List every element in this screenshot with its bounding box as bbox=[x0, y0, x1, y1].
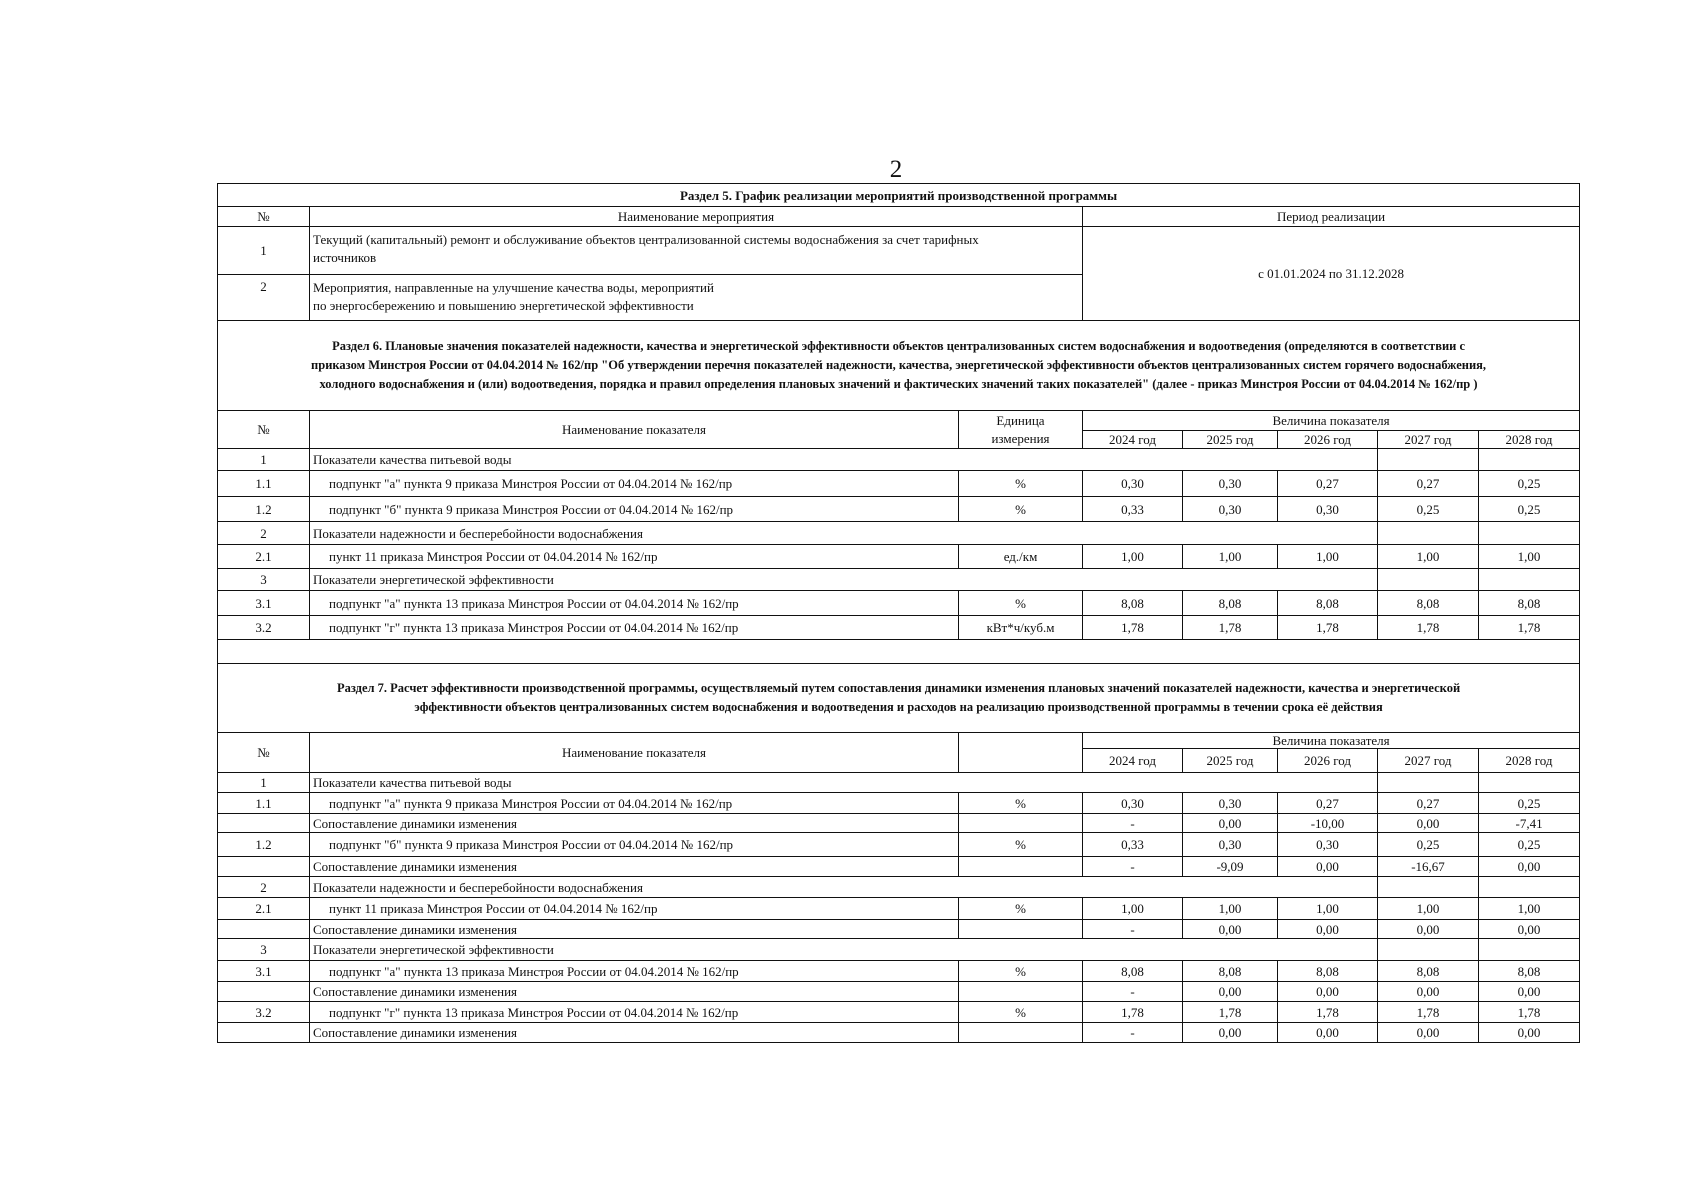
value-2024-cell: 0,33 bbox=[1083, 497, 1183, 522]
row-number: 3 bbox=[218, 569, 310, 591]
value-2024-cell: - bbox=[1083, 857, 1183, 877]
unit-cell: % bbox=[959, 591, 1083, 616]
value-2027-cell: 1,00 bbox=[1378, 898, 1479, 920]
activity-name bbox=[310, 275, 1083, 321]
group-heading: Показатели энергетической эффективности bbox=[310, 939, 1378, 961]
table-row bbox=[218, 898, 1580, 920]
section-5-title: Раздел 5. График реализации мероприятий производственной программы bbox=[218, 184, 1580, 207]
value-2027-cell: 0,27 bbox=[1378, 471, 1479, 497]
indicator-name: пункт 11 приказа Минстроя России от 04.04.2014 № 162/пр bbox=[310, 545, 959, 569]
header-year-2027: 2027 год bbox=[1378, 431, 1479, 449]
header-unit-line: измерения bbox=[991, 430, 1050, 446]
header-indicator-name: Наименование показателя bbox=[310, 733, 959, 773]
value-2026-cell: -10,00 bbox=[1278, 814, 1378, 833]
value-2024-cell: 1,00 bbox=[1083, 545, 1183, 569]
value-2027-cell: 8,08 bbox=[1378, 591, 1479, 616]
indicator-name: пункт 11 приказа Минстроя России от 04.04.2014 № 162/пр bbox=[310, 898, 959, 920]
empty-cell bbox=[1479, 773, 1580, 793]
value-2028-cell: 0,25 bbox=[1479, 471, 1580, 497]
header-year-2024: 2024 год bbox=[1083, 431, 1183, 449]
value-2025-cell: 0,30 bbox=[1183, 833, 1278, 857]
activity-name-line: источников bbox=[313, 250, 377, 265]
comparison-label: Сопоставление динамики изменения bbox=[310, 1023, 959, 1043]
header-year-2025: 2025 год bbox=[1183, 431, 1278, 449]
empty-cell bbox=[218, 982, 310, 1002]
comparison-row bbox=[218, 814, 1580, 833]
row-number: 1.1 bbox=[218, 793, 310, 814]
value-2026-cell: 1,00 bbox=[1278, 898, 1378, 920]
empty-cell bbox=[1378, 449, 1479, 471]
value-2024-cell: - bbox=[1083, 814, 1183, 833]
header-unit-empty bbox=[959, 733, 1083, 773]
empty-cell bbox=[959, 920, 1083, 939]
table-row bbox=[218, 497, 1580, 522]
header-number: № bbox=[218, 411, 310, 449]
comparison-row bbox=[218, 1023, 1580, 1043]
empty-cell bbox=[959, 1023, 1083, 1043]
table-row bbox=[218, 449, 1580, 471]
value-2028-cell: 0,25 bbox=[1479, 497, 1580, 522]
row-number: 2.1 bbox=[218, 898, 310, 920]
value-2026-cell: 0,00 bbox=[1278, 920, 1378, 939]
section-7-title-line: эффективности объектов централизованных систем водоснабжения и водоотведения и расходов на реализацию производственной программы в течении срока её действия bbox=[414, 700, 1383, 714]
value-2026-cell: 0,30 bbox=[1278, 497, 1378, 522]
empty-cell bbox=[1479, 522, 1580, 545]
value-2025-cell: 0,00 bbox=[1183, 920, 1278, 939]
row-number: 3 bbox=[218, 939, 310, 961]
section-6-title-row bbox=[218, 321, 1580, 411]
indicator-name: подпункт "г" пункта 13 приказа Минстроя России от 04.04.2014 № 162/пр bbox=[310, 616, 959, 640]
group-heading: Показатели качества питьевой воды bbox=[310, 773, 1378, 793]
indicator-name: подпункт "б" пункта 9 приказа Минстроя России от 04.04.2014 № 162/пр bbox=[310, 833, 959, 857]
indicator-name: подпункт "а" пункта 13 приказа Минстроя России от 04.04.2014 № 162/пр bbox=[310, 591, 959, 616]
value-2027-cell: 0,25 bbox=[1378, 497, 1479, 522]
value-2025-cell: 1,00 bbox=[1183, 545, 1278, 569]
value-2024-cell: 1,00 bbox=[1083, 898, 1183, 920]
row-number: 1.2 bbox=[218, 833, 310, 857]
section-6-title bbox=[218, 321, 1580, 411]
value-2027-cell: 0,00 bbox=[1378, 814, 1479, 833]
comparison-label: Сопоставление динамики изменения bbox=[310, 857, 959, 877]
section-6-title-line: приказом Минстроя России от 04.04.2014 № 162/пр "Об утверждении перечня показателей надежности, качества, энергетической эффективности объектов централизованных систем горячего водоснабжения, bbox=[311, 358, 1487, 372]
value-2025-cell: 1,00 bbox=[1183, 898, 1278, 920]
section-6-title-line: холодного водоснабжения и (или) водоотведения, порядка и правил определения плановых значений и фактических значений таких показателей" (далее - приказ Минстроя России от 04.04.2014 № 162/пр ) bbox=[319, 377, 1478, 391]
value-2025-cell: 0,00 bbox=[1183, 982, 1278, 1002]
section-5-header-row bbox=[218, 207, 1580, 227]
value-2024-cell: - bbox=[1083, 920, 1183, 939]
group-heading: Показатели надежности и бесперебойности водоснабжения bbox=[310, 522, 1378, 545]
value-2027-cell: 1,78 bbox=[1378, 616, 1479, 640]
indicator-name: подпункт "г" пункта 13 приказа Минстроя России от 04.04.2014 № 162/пр bbox=[310, 1002, 959, 1023]
empty-cell bbox=[1479, 449, 1580, 471]
production-program-table bbox=[217, 183, 1580, 1043]
header-indicator-name: Наименование показателя bbox=[310, 411, 959, 449]
unit-cell: % bbox=[959, 497, 1083, 522]
value-2028-cell: 0,00 bbox=[1479, 982, 1580, 1002]
header-activity-name: Наименование мероприятия bbox=[310, 207, 1083, 227]
row-number: 3.2 bbox=[218, 616, 310, 640]
header-value-group: Величина показателя bbox=[1083, 733, 1580, 749]
section-7-title bbox=[218, 664, 1580, 733]
value-2025-cell: 0,30 bbox=[1183, 497, 1278, 522]
table-row bbox=[218, 793, 1580, 814]
empty-cell bbox=[1479, 939, 1580, 961]
header-year-2025: 2025 год bbox=[1183, 749, 1278, 773]
value-2028-cell: -7,41 bbox=[1479, 814, 1580, 833]
value-2026-cell: 0,00 bbox=[1278, 857, 1378, 877]
table-row bbox=[218, 545, 1580, 569]
activity-name-line: по энергосбережению и повышению энергетической эффективности bbox=[313, 298, 694, 313]
row-number: 3.1 bbox=[218, 961, 310, 982]
group-heading: Показатели надежности и бесперебойности водоснабжения bbox=[310, 877, 1378, 898]
row-number: 1.1 bbox=[218, 471, 310, 497]
value-2026-cell: 8,08 bbox=[1278, 961, 1378, 982]
header-unit-line: Единица bbox=[996, 412, 1045, 428]
value-2026-cell: 0,00 bbox=[1278, 982, 1378, 1002]
row-number: 3.1 bbox=[218, 591, 310, 616]
header-number: № bbox=[218, 207, 310, 227]
spacer-row bbox=[218, 640, 1580, 664]
empty-cell bbox=[1479, 569, 1580, 591]
empty-cell bbox=[218, 1023, 310, 1043]
value-2025-cell: 1,78 bbox=[1183, 1002, 1278, 1023]
header-unit bbox=[959, 411, 1083, 449]
value-2027-cell: -16,67 bbox=[1378, 857, 1479, 877]
unit-cell: % bbox=[959, 898, 1083, 920]
table-row bbox=[218, 773, 1580, 793]
empty-cell bbox=[959, 814, 1083, 833]
row-number: 2 bbox=[218, 877, 310, 898]
value-2027-cell: 0,00 bbox=[1378, 920, 1479, 939]
value-2025-cell: -9,09 bbox=[1183, 857, 1278, 877]
empty-cell bbox=[1378, 522, 1479, 545]
value-2025-cell: 1,78 bbox=[1183, 616, 1278, 640]
table-row bbox=[218, 227, 1580, 275]
value-2026-cell: 1,78 bbox=[1278, 1002, 1378, 1023]
row-number: 1 bbox=[218, 773, 310, 793]
empty-cell bbox=[218, 920, 310, 939]
value-2025-cell: 0,00 bbox=[1183, 814, 1278, 833]
table-row bbox=[218, 961, 1580, 982]
value-2026-cell: 1,78 bbox=[1278, 616, 1378, 640]
row-number: 1.2 bbox=[218, 497, 310, 522]
empty-cell bbox=[218, 640, 1580, 664]
row-number: 2.1 bbox=[218, 545, 310, 569]
value-2024-cell: 0,33 bbox=[1083, 833, 1183, 857]
value-2027-cell: 8,08 bbox=[1378, 961, 1479, 982]
empty-cell bbox=[1378, 939, 1479, 961]
value-2025-cell: 8,08 bbox=[1183, 591, 1278, 616]
value-2024-cell: - bbox=[1083, 1023, 1183, 1043]
value-2024-cell: - bbox=[1083, 982, 1183, 1002]
indicator-name: подпункт "а" пункта 9 приказа Минстроя России от 04.04.2014 № 162/пр bbox=[310, 793, 959, 814]
value-2028-cell: 1,00 bbox=[1479, 898, 1580, 920]
section-7-title-line: Раздел 7. Расчет эффективности производственной программы, осуществляемый путем сопоставления динамики изменения плановых значений показателей надежности, качества и энергетической bbox=[336, 681, 1461, 695]
header-year-2027: 2027 год bbox=[1378, 749, 1479, 773]
empty-cell bbox=[959, 857, 1083, 877]
header-period: Период реализации bbox=[1083, 207, 1580, 227]
indicator-name: подпункт "а" пункта 9 приказа Минстроя России от 04.04.2014 № 162/пр bbox=[310, 471, 959, 497]
section-5-title-row bbox=[218, 184, 1580, 207]
value-2026-cell: 0,30 bbox=[1278, 833, 1378, 857]
value-2026-cell: 0,27 bbox=[1278, 471, 1378, 497]
table-row bbox=[218, 833, 1580, 857]
unit-cell: % bbox=[959, 961, 1083, 982]
group-heading: Показатели качества питьевой воды bbox=[310, 449, 1378, 471]
comparison-label: Сопоставление динамики изменения bbox=[310, 814, 959, 833]
value-2026-cell: 0,27 bbox=[1278, 793, 1378, 814]
value-2027-cell: 0,27 bbox=[1378, 793, 1479, 814]
row-number: 2 bbox=[218, 522, 310, 545]
section-6-header-row bbox=[218, 411, 1580, 431]
value-2027-cell: 1,00 bbox=[1378, 545, 1479, 569]
comparison-row bbox=[218, 857, 1580, 877]
value-2028-cell: 0,00 bbox=[1479, 857, 1580, 877]
value-2028-cell: 0,25 bbox=[1479, 833, 1580, 857]
value-2026-cell: 1,00 bbox=[1278, 545, 1378, 569]
activity-name-line: Мероприятия, направленные на улучшение качества воды, мероприятий bbox=[313, 280, 714, 295]
activity-name-line: Текущий (капитальный) ремонт и обслуживание объектов централизованной системы водоснабжения за счет тарифных bbox=[313, 232, 979, 247]
value-2025-cell: 0,00 bbox=[1183, 1023, 1278, 1043]
value-2028-cell: 1,78 bbox=[1479, 1002, 1580, 1023]
value-2026-cell: 0,00 bbox=[1278, 1023, 1378, 1043]
comparison-row bbox=[218, 982, 1580, 1002]
table-row bbox=[218, 522, 1580, 545]
value-2025-cell: 0,30 bbox=[1183, 471, 1278, 497]
value-2027-cell: 1,78 bbox=[1378, 1002, 1479, 1023]
header-year-2024: 2024 год bbox=[1083, 749, 1183, 773]
unit-cell: % bbox=[959, 471, 1083, 497]
table-row bbox=[218, 1002, 1580, 1023]
header-value-group: Величина показателя bbox=[1083, 411, 1580, 431]
group-heading: Показатели энергетической эффективности bbox=[310, 569, 1378, 591]
unit-cell: % bbox=[959, 793, 1083, 814]
table-row bbox=[218, 569, 1580, 591]
value-2024-cell: 0,30 bbox=[1083, 471, 1183, 497]
indicator-name: подпункт "а" пункта 13 приказа Минстроя России от 04.04.2014 № 162/пр bbox=[310, 961, 959, 982]
value-2024-cell: 1,78 bbox=[1083, 1002, 1183, 1023]
row-number: 1 bbox=[218, 227, 310, 275]
unit-cell: ед./км bbox=[959, 545, 1083, 569]
unit-cell: % bbox=[959, 833, 1083, 857]
value-2024-cell: 0,30 bbox=[1083, 793, 1183, 814]
table-row bbox=[218, 591, 1580, 616]
table-row bbox=[218, 939, 1580, 961]
value-2027-cell: 0,25 bbox=[1378, 833, 1479, 857]
value-2024-cell: 1,78 bbox=[1083, 616, 1183, 640]
indicator-name: подпункт "б" пункта 9 приказа Минстроя России от 04.04.2014 № 162/пр bbox=[310, 497, 959, 522]
value-2025-cell: 8,08 bbox=[1183, 961, 1278, 982]
value-2028-cell: 8,08 bbox=[1479, 591, 1580, 616]
empty-cell bbox=[1378, 773, 1479, 793]
implementation-period: с 01.01.2024 по 31.12.2028 bbox=[1083, 227, 1580, 321]
value-2025-cell: 0,30 bbox=[1183, 793, 1278, 814]
header-year-2026: 2026 год bbox=[1278, 431, 1378, 449]
empty-cell bbox=[1378, 569, 1479, 591]
value-2028-cell: 1,78 bbox=[1479, 616, 1580, 640]
empty-cell bbox=[218, 814, 310, 833]
empty-cell bbox=[959, 982, 1083, 1002]
value-2027-cell: 0,00 bbox=[1378, 1023, 1479, 1043]
empty-cell bbox=[1479, 877, 1580, 898]
value-2024-cell: 8,08 bbox=[1083, 591, 1183, 616]
value-2028-cell: 8,08 bbox=[1479, 961, 1580, 982]
row-number: 1 bbox=[218, 449, 310, 471]
value-2028-cell: 0,00 bbox=[1479, 1023, 1580, 1043]
comparison-label: Сопоставление динамики изменения bbox=[310, 982, 959, 1002]
header-year-2028: 2028 год bbox=[1479, 431, 1580, 449]
unit-cell: % bbox=[959, 1002, 1083, 1023]
row-number: 2 bbox=[218, 275, 310, 321]
unit-cell: кВт*ч/куб.м bbox=[959, 616, 1083, 640]
section-7-title-row bbox=[218, 664, 1580, 733]
comparison-label: Сопоставление динамики изменения bbox=[310, 920, 959, 939]
section-6-title-line: Раздел 6. Плановые значения показателей надежности, качества и энергетической эффективности объектов централизованных систем водоснабжения и водоотведения (определяются в соответствии с bbox=[332, 339, 1466, 353]
table-row bbox=[218, 616, 1580, 640]
empty-cell bbox=[1378, 877, 1479, 898]
value-2028-cell: 0,00 bbox=[1479, 920, 1580, 939]
table-row bbox=[218, 877, 1580, 898]
header-year-2028: 2028 год bbox=[1479, 749, 1580, 773]
header-year-2026: 2026 год bbox=[1278, 749, 1378, 773]
value-2024-cell: 8,08 bbox=[1083, 961, 1183, 982]
value-2028-cell: 1,00 bbox=[1479, 545, 1580, 569]
table-row bbox=[218, 471, 1580, 497]
empty-cell bbox=[218, 857, 310, 877]
section-7-header-row bbox=[218, 733, 1580, 749]
value-2028-cell: 0,25 bbox=[1479, 793, 1580, 814]
value-2027-cell: 0,00 bbox=[1378, 982, 1479, 1002]
row-number: 3.2 bbox=[218, 1002, 310, 1023]
page-number: 2 bbox=[889, 156, 903, 183]
value-2026-cell: 8,08 bbox=[1278, 591, 1378, 616]
activity-name bbox=[310, 227, 1083, 275]
header-number: № bbox=[218, 733, 310, 773]
comparison-row bbox=[218, 920, 1580, 939]
